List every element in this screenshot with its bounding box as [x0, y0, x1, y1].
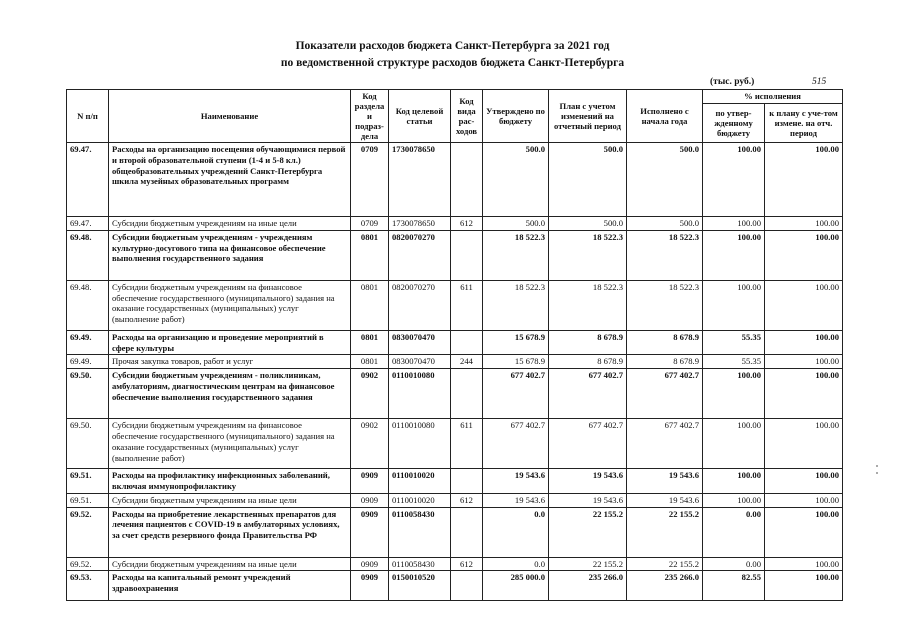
- cell-pct-plan: 100.00: [765, 571, 843, 601]
- cell-num: 69.51.: [67, 493, 109, 507]
- cell-approved: 15 678.9: [483, 330, 549, 355]
- cell-pct-approved: 0.00: [703, 557, 765, 571]
- cell-pct-approved: 100.00: [703, 143, 765, 217]
- cell-tsel: 0110010080: [389, 419, 451, 469]
- cell-razdel: 0709: [351, 143, 389, 217]
- cell-done: 19 543.6: [627, 469, 703, 494]
- cell-pct-plan: 100.00: [765, 143, 843, 217]
- cell-name: Расходы на профилактику инфекционных заболеваний, включая иммунопрофилактику: [109, 469, 351, 494]
- cell-vid: 244: [451, 355, 483, 369]
- table-row: [67, 571, 843, 601]
- cell-pct-plan: 100.00: [765, 230, 843, 280]
- cell-vid: 612: [451, 493, 483, 507]
- cell-razdel: 0909: [351, 493, 389, 507]
- cell-plan: 19 543.6: [549, 469, 627, 494]
- cell-plan: 18 522.3: [549, 280, 627, 330]
- cell-approved: 0.0: [483, 507, 549, 557]
- cell-tsel: 0110010080: [389, 369, 451, 419]
- cell-approved: 500.0: [483, 143, 549, 217]
- col-header-name: Наименование: [109, 90, 351, 143]
- cell-done: 500.0: [627, 217, 703, 231]
- cell-done: 500.0: [627, 143, 703, 217]
- cell-pct-approved: 100.00: [703, 469, 765, 494]
- cell-num: 69.50.: [67, 369, 109, 419]
- cell-num: 69.47.: [67, 143, 109, 217]
- cell-plan: 500.0: [549, 143, 627, 217]
- cell-tsel: 1730078650: [389, 217, 451, 231]
- cell-razdel: 0909: [351, 469, 389, 494]
- cell-vid: [451, 369, 483, 419]
- cell-num: 69.47.: [67, 217, 109, 231]
- scan-artifact: [876, 465, 878, 467]
- cell-name: Субсидии бюджетным учреждениям на иные цели: [109, 217, 351, 231]
- cell-pct-approved: 0.00: [703, 507, 765, 557]
- cell-approved: 677 402.7: [483, 369, 549, 419]
- cell-pct-approved: 82.55: [703, 571, 765, 601]
- col-header-pct-plan: к плану с уче-том измене. на отч. период: [765, 103, 843, 143]
- cell-approved: 500.0: [483, 217, 549, 231]
- cell-plan: 19 543.6: [549, 493, 627, 507]
- cell-plan: 8 678.9: [549, 330, 627, 355]
- cell-name: Субсидии бюджетным учреждениям на иные цели: [109, 493, 351, 507]
- cell-razdel: 0909: [351, 557, 389, 571]
- table-row: [67, 419, 843, 469]
- cell-approved: 15 678.9: [483, 355, 549, 369]
- cell-pct-approved: 100.00: [703, 217, 765, 231]
- table-row: [67, 493, 843, 507]
- cell-tsel: 0110058430: [389, 507, 451, 557]
- cell-tsel: 0820070270: [389, 280, 451, 330]
- cell-num: 69.52.: [67, 557, 109, 571]
- cell-num: 69.50.: [67, 419, 109, 469]
- cell-name: Расходы на капитальный ремонт учреждений здравоохранения: [109, 571, 351, 601]
- cell-pct-plan: 100.00: [765, 469, 843, 494]
- cell-plan: 500.0: [549, 217, 627, 231]
- cell-tsel: 1730078650: [389, 143, 451, 217]
- cell-plan: 677 402.7: [549, 369, 627, 419]
- cell-plan: 677 402.7: [549, 419, 627, 469]
- cell-pct-plan: 100.00: [765, 280, 843, 330]
- cell-name: Расходы на организацию и проведение мероприятий в сфере культуры: [109, 330, 351, 355]
- cell-plan: 18 522.3: [549, 230, 627, 280]
- report-subtitle: по ведомственной структуре расходов бюджета Санкт-Петербурга: [280, 57, 625, 69]
- col-header-plan: План с учетом изменений на отчетный период: [549, 90, 627, 143]
- cell-tsel: 0110058430: [389, 557, 451, 571]
- cell-pct-plan: 100.00: [765, 217, 843, 231]
- cell-name: Субсидии бюджетным учреждениям на иные цели: [109, 557, 351, 571]
- cell-razdel: 0801: [351, 330, 389, 355]
- table-body: [67, 143, 843, 601]
- table-row: [67, 355, 843, 369]
- col-header-done: Исполнено с начала года: [627, 90, 703, 143]
- report-title: Показатели расходов бюджета Санкт-Петербурга за 2021 год: [295, 40, 610, 52]
- cell-vid: [451, 330, 483, 355]
- cell-tsel: 0820070270: [389, 230, 451, 280]
- table-row: [67, 217, 843, 231]
- cell-name: Субсидии бюджетным учреждениям - поликлиникам, амбулаториям, диагностическим центрам на финансовое обеспечение выполнения государственного задания: [109, 369, 351, 419]
- cell-done: 19 543.6: [627, 493, 703, 507]
- cell-plan: 22 155.2: [549, 557, 627, 571]
- cell-done: 8 678.9: [627, 355, 703, 369]
- cell-vid: [451, 143, 483, 217]
- cell-pct-plan: 100.00: [765, 369, 843, 419]
- cell-tsel: 0150010520: [389, 571, 451, 601]
- cell-razdel: 0909: [351, 571, 389, 601]
- scan-artifact: [876, 472, 878, 474]
- cell-vid: [451, 469, 483, 494]
- cell-razdel: 0801: [351, 355, 389, 369]
- cell-name: Субсидии бюджетным учреждениям на финансовое обеспечение государственного (муниципального) задания на оказание государственных (муниципальных) услуг (выполнение работ): [109, 419, 351, 469]
- cell-num: 69.48.: [67, 280, 109, 330]
- cell-vid: [451, 571, 483, 601]
- table-row: [67, 507, 843, 557]
- cell-num: 69.52.: [67, 507, 109, 557]
- col-header-tsel: Код целевой статьи: [389, 90, 451, 143]
- cell-done: 235 266.0: [627, 571, 703, 601]
- table-row: [67, 230, 843, 280]
- col-header-razdel: Код раздела и подраз-дела: [351, 90, 389, 143]
- cell-razdel: 0902: [351, 419, 389, 469]
- cell-razdel: 0801: [351, 280, 389, 330]
- col-header-approved: Утверждено по бюджету: [483, 90, 549, 143]
- cell-approved: 19 543.6: [483, 493, 549, 507]
- cell-tsel: 0110010020: [389, 493, 451, 507]
- cell-approved: 18 522.3: [483, 280, 549, 330]
- cell-done: 8 678.9: [627, 330, 703, 355]
- col-header-pct-approved: по утвер-жденному бюджету: [703, 103, 765, 143]
- cell-vid: 612: [451, 217, 483, 231]
- cell-pct-plan: 100.00: [765, 419, 843, 469]
- cell-pct-approved: 100.00: [703, 280, 765, 330]
- cell-approved: 18 522.3: [483, 230, 549, 280]
- cell-pct-plan: 100.00: [765, 507, 843, 557]
- cell-name: Расходы на организацию посещения обучающимися первой и второй образовательной ступени (1-4 и 5-8 кл.) общеобразовательных учреждений Санкт-Петербурга шкила музейных образовательных программ: [109, 143, 351, 217]
- cell-vid: [451, 507, 483, 557]
- cell-pct-approved: 100.00: [703, 419, 765, 469]
- cell-done: 677 402.7: [627, 419, 703, 469]
- cell-name: Расходы на приобретение лекарственных препаратов для лечения пациентов с COVID-19 в амбулаторных условиях, за счет средств резервного фонда Правительства РФ: [109, 507, 351, 557]
- table-row: [67, 469, 843, 494]
- cell-tsel: 0830070470: [389, 355, 451, 369]
- cell-done: 677 402.7: [627, 369, 703, 419]
- cell-name: Субсидии бюджетным учреждениям - учреждениям культурно-досугового типа на финансовое обеспечение выполнения государственного задания: [109, 230, 351, 280]
- cell-name: Субсидии бюджетным учреждениям на финансовое обеспечение государственного (муниципального) задания на оказание государственных (муниципальных) услуг (выполнение работ): [109, 280, 351, 330]
- col-header-pct-group: % исполнения: [703, 90, 843, 104]
- table-row: [67, 369, 843, 419]
- cell-plan: 235 266.0: [549, 571, 627, 601]
- col-header-vid: Код вида рас-ходов: [451, 90, 483, 143]
- cell-razdel: 0709: [351, 217, 389, 231]
- cell-num: 69.53.: [67, 571, 109, 601]
- table-row: [67, 280, 843, 330]
- cell-vid: 611: [451, 419, 483, 469]
- cell-plan: 8 678.9: [549, 355, 627, 369]
- cell-pct-approved: 100.00: [703, 493, 765, 507]
- cell-done: 18 522.3: [627, 230, 703, 280]
- cell-num: 69.51.: [67, 469, 109, 494]
- cell-pct-plan: 100.00: [765, 493, 843, 507]
- cell-razdel: 0909: [351, 507, 389, 557]
- cell-pct-approved: 100.00: [703, 230, 765, 280]
- table-row: [67, 143, 843, 217]
- table-row: [67, 557, 843, 571]
- cell-pct-plan: 100.00: [765, 355, 843, 369]
- cell-razdel: 0801: [351, 230, 389, 280]
- cell-pct-approved: 100.00: [703, 369, 765, 419]
- col-header-num: N п/п: [67, 90, 109, 143]
- cell-tsel: 0830070470: [389, 330, 451, 355]
- cell-razdel: 0902: [351, 369, 389, 419]
- cell-pct-plan: 100.00: [765, 330, 843, 355]
- cell-name: Прочая закупка товаров, работ и услуг: [109, 355, 351, 369]
- cell-done: 22 155.2: [627, 507, 703, 557]
- cell-num: 69.49.: [67, 355, 109, 369]
- cell-approved: 285 000.0: [483, 571, 549, 601]
- page-number: 515: [812, 77, 827, 87]
- units-label: (тыс. руб.): [710, 77, 755, 87]
- cell-plan: 22 155.2: [549, 507, 627, 557]
- cell-vid: 612: [451, 557, 483, 571]
- cell-vid: 611: [451, 280, 483, 330]
- cell-num: 69.48.: [67, 230, 109, 280]
- cell-pct-plan: 100.00: [765, 557, 843, 571]
- budget-table: [66, 89, 843, 601]
- cell-approved: 677 402.7: [483, 419, 549, 469]
- cell-vid: [451, 230, 483, 280]
- cell-done: 18 522.3: [627, 280, 703, 330]
- cell-tsel: 0110010020: [389, 469, 451, 494]
- cell-approved: 0.0: [483, 557, 549, 571]
- table-row: [67, 330, 843, 355]
- cell-done: 22 155.2: [627, 557, 703, 571]
- cell-pct-approved: 55.35: [703, 355, 765, 369]
- cell-approved: 19 543.6: [483, 469, 549, 494]
- cell-num: 69.49.: [67, 330, 109, 355]
- cell-pct-approved: 55.35: [703, 330, 765, 355]
